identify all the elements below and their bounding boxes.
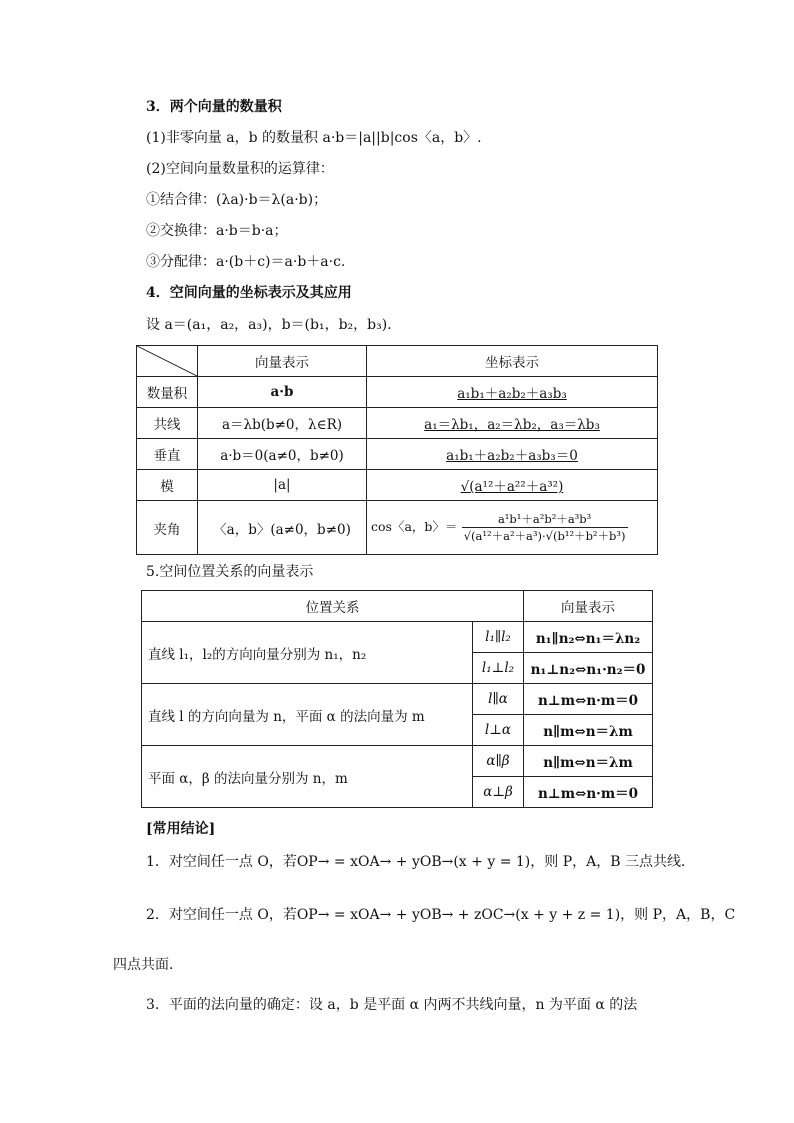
conclusion-2: 2．对空间任一点 O，若OP→ = xOA→ + yOB→ + zOC→(x + y + z = 1)，则 P，A，B，C: [146, 907, 736, 923]
group-description: 平面 α，β 的法向量分别为 n，m: [142, 746, 473, 808]
commutative-law: ②交换律：a·b＝b·a；: [146, 223, 288, 239]
header-coordinate: 坐标表示: [367, 346, 658, 377]
vector-relation: n₁⊥n₂⇔n₁·n₂＝0: [524, 653, 653, 684]
relation: α⊥β: [473, 777, 524, 808]
conclusion-3: 3．平面的法向量的确定：设 a，b 是平面 α 内两不共线向量，n 为平面 α 的法: [146, 997, 638, 1013]
relation: l₁⊥l₂: [473, 653, 524, 684]
conclusion-2-continued: 四点共面．: [113, 957, 183, 973]
header-vector: 向量表示: [198, 346, 367, 377]
vector-relation: n∥m⇔n＝λm: [524, 746, 653, 777]
row-coordinate: a₁＝λb₁，a₂＝λb₂，a₃＝λb₃: [367, 408, 658, 439]
fraction-denominator: √(a¹²＋a²＋a³)·√(b¹²＋b²＋b³): [463, 529, 626, 543]
group-description: 直线 l 的方向向量为 n，平面 α 的法向量为 m: [142, 684, 473, 746]
vector-relation: n⊥m⇔n·m＝0: [524, 684, 653, 715]
row-label: 夹角: [137, 501, 198, 555]
dot-product-definition: (1)非零向量 a，b 的数量积 a·b＝|a||b|cos〈a，b〉.: [146, 130, 482, 146]
row-vector: a·b＝0(a≠0，b≠0): [198, 439, 367, 470]
relation: l∥α: [473, 684, 524, 715]
common-conclusions-heading: [常用结论]: [146, 821, 216, 837]
relation: α∥β: [473, 746, 524, 777]
vector-relation: n⊥m⇔n·m＝0: [524, 777, 653, 808]
diagonal-header-cell: [137, 346, 198, 377]
section3-heading: 3．两个向量的数量积: [146, 99, 282, 115]
row-coordinate: [367, 501, 658, 555]
row-vector: a＝λb(b≠0，λ∈R): [198, 408, 367, 439]
angle-formula-prefix: cos〈a，b〉＝: [371, 519, 458, 534]
row-vector: a·b: [198, 377, 367, 408]
vector-relation: n₁∥n₂⇔n₁＝λn₂: [524, 622, 653, 653]
coordinate-setup: 设 a＝(a₁，a₂，a₃)，b＝(b₁，b₂，b₃)．: [146, 317, 402, 333]
relation: l⊥α: [473, 715, 524, 746]
row-coordinate: a₁b₁＋a₂b₂＋a₃b₃: [367, 377, 658, 408]
distributive-law: ③分配律：a·(b＋c)＝a·b＋a·c.: [146, 254, 346, 270]
position-relation-table: [141, 590, 653, 808]
row-vector: 〈a，b〉(a≠0，b≠0): [198, 501, 367, 555]
relation: l₁∥l₂: [473, 622, 524, 653]
section5-heading: 5.空间位置关系的向量表示: [146, 564, 314, 580]
vector-relation: n∥m⇔n＝λm: [524, 715, 653, 746]
row-label: 共线: [137, 408, 198, 439]
row-coordinate: √(a¹²＋a²²＋a³²): [367, 470, 658, 501]
header-position: 位置关系: [142, 591, 524, 622]
row-label: 垂直: [137, 439, 198, 470]
row-label: 数量积: [137, 377, 198, 408]
conclusion-1: 1．对空间任一点 O，若OP→ = xOA→ + yOB→(x + y = 1)，则 P，A，B 三点共线．: [146, 854, 695, 870]
section4-heading: 4．空间向量的坐标表示及其应用: [146, 285, 352, 301]
coordinate-table: [136, 345, 658, 555]
header-vector-rep: 向量表示: [524, 591, 653, 622]
fraction-numerator: a¹b¹＋a²b²＋a³b³: [462, 511, 628, 528]
dot-product-laws-intro: (2)空间向量数量积的运算律：: [146, 161, 334, 177]
group-description: 直线 l₁，l₂的方向向量分别为 n₁，n₂: [142, 622, 473, 684]
row-vector: |a|: [198, 470, 367, 501]
angle-formula-fraction: [462, 511, 628, 544]
associative-law: ①结合律：(λa)·b＝λ(a·b)；: [146, 192, 328, 208]
row-label: 模: [137, 470, 198, 501]
row-coordinate: a₁b₁＋a₂b₂＋a₃b₃＝0: [367, 439, 658, 470]
